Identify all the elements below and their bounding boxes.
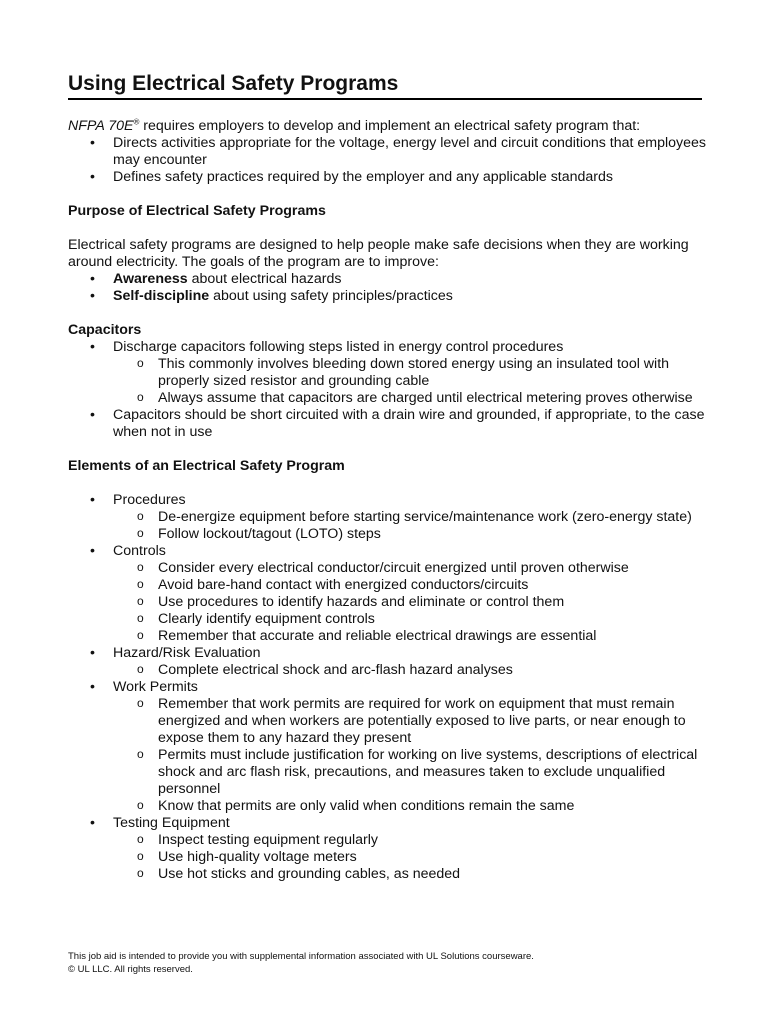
permit-subitem: o Remember that work permits are required for work on equipment that must remain energized and when workers are potentially exposed to live parts, or near enough to expose them to any hazard they present: [68, 696, 708, 747]
page-footer: [68, 950, 534, 976]
capacitor-subitem: o This commonly involves bleeding down stored energy using an insulated tool with properly sized resistor and grounding cable: [68, 356, 708, 390]
element-procedures: • Procedures: [68, 492, 708, 509]
capacitor-subitem: o Always assume that capacitors are charged until electrical metering proves otherwise: [68, 390, 708, 407]
element-hazard-evaluation: • Hazard/Risk Evaluation: [68, 645, 708, 662]
elements-list: [68, 492, 708, 883]
element-controls: • Controls: [68, 543, 708, 560]
capacitors-heading: Capacitors: [68, 322, 142, 338]
elements-heading: Elements of an Electrical Safety Program: [68, 458, 345, 474]
intro-bullet: • Defines safety practices required by the employer and any applicable standards: [68, 169, 708, 186]
footer-copyright: © UL LLC. All rights reserved.: [68, 964, 193, 975]
permit-subitem: o Know that permits are only valid when conditions remain the same: [68, 798, 708, 815]
goal-item: [68, 288, 708, 305]
capacitors-list: [68, 339, 708, 441]
permit-subitem: o Permits must include justification for working on live systems, descriptions of electrical shock and arc flash risk, precautions, and measures taken to exclude unqualified personnel: [68, 747, 708, 798]
control-subitem: o Consider every electrical conductor/circuit energized until proven otherwise: [68, 560, 708, 577]
control-subitem: o Clearly identify equipment controls: [68, 611, 708, 628]
procedure-subitem: o De-energize equipment before starting service/maintenance work (zero-energy state): [68, 509, 708, 526]
hazard-subitem: o Complete electrical shock and arc-flash hazard analyses: [68, 662, 708, 679]
control-subitem: o Use procedures to identify hazards and eliminate or control them: [68, 594, 708, 611]
purpose-paragraph: Electrical safety programs are designed to help people make safe decisions when they are working around electricity. The goals of the program are to improve:: [68, 237, 689, 270]
footer-disclaimer: This job aid is intended to provide you with supplemental information associated with UL Solutions courseware.: [68, 951, 534, 962]
intro-text: requires employers to develop and implement an electrical safety program that:: [139, 118, 641, 134]
intro-bullet: • Directs activities appropriate for the voltage, energy level and circuit conditions that employees may encounter: [68, 135, 708, 169]
title-underline: [68, 98, 702, 100]
registered-mark: ®: [133, 117, 140, 127]
goal-keyword: Awareness: [113, 271, 188, 287]
capacitor-bullet: • Capacitors should be short circuited with a drain wire and grounded, if appropriate, to the case when not in use: [68, 407, 708, 441]
purpose-heading: Purpose of Electrical Safety Programs: [68, 203, 326, 219]
control-subitem: o Avoid bare-hand contact with energized conductors/circuits: [68, 577, 708, 594]
intro-paragraph: [68, 118, 708, 135]
control-subitem: o Remember that accurate and reliable electrical drawings are essential: [68, 628, 708, 645]
procedure-subitem: o Follow lockout/tagout (LOTO) steps: [68, 526, 708, 543]
capacitor-bullet: • Discharge capacitors following steps listed in energy control procedures: [68, 339, 708, 356]
document-body: [68, 118, 708, 883]
testing-subitem: o Use high-quality voltage meters: [68, 849, 708, 866]
goal-keyword: Self-discipline: [113, 288, 210, 304]
goal-text: about electrical hazards: [187, 271, 342, 287]
goals-list: [68, 271, 708, 305]
element-testing-equipment: • Testing Equipment: [68, 815, 708, 832]
intro-list: [68, 135, 708, 186]
element-work-permits: • Work Permits: [68, 679, 708, 696]
page-title: Using Electrical Safety Programs: [68, 72, 399, 95]
testing-subitem: o Inspect testing equipment regularly: [68, 832, 708, 849]
testing-subitem: o Use hot sticks and grounding cables, as needed: [68, 866, 708, 883]
goal-item: [68, 271, 708, 288]
goal-text: about using safety principles/practices: [209, 288, 453, 304]
nfpa-reference: NFPA 70E: [68, 118, 134, 134]
